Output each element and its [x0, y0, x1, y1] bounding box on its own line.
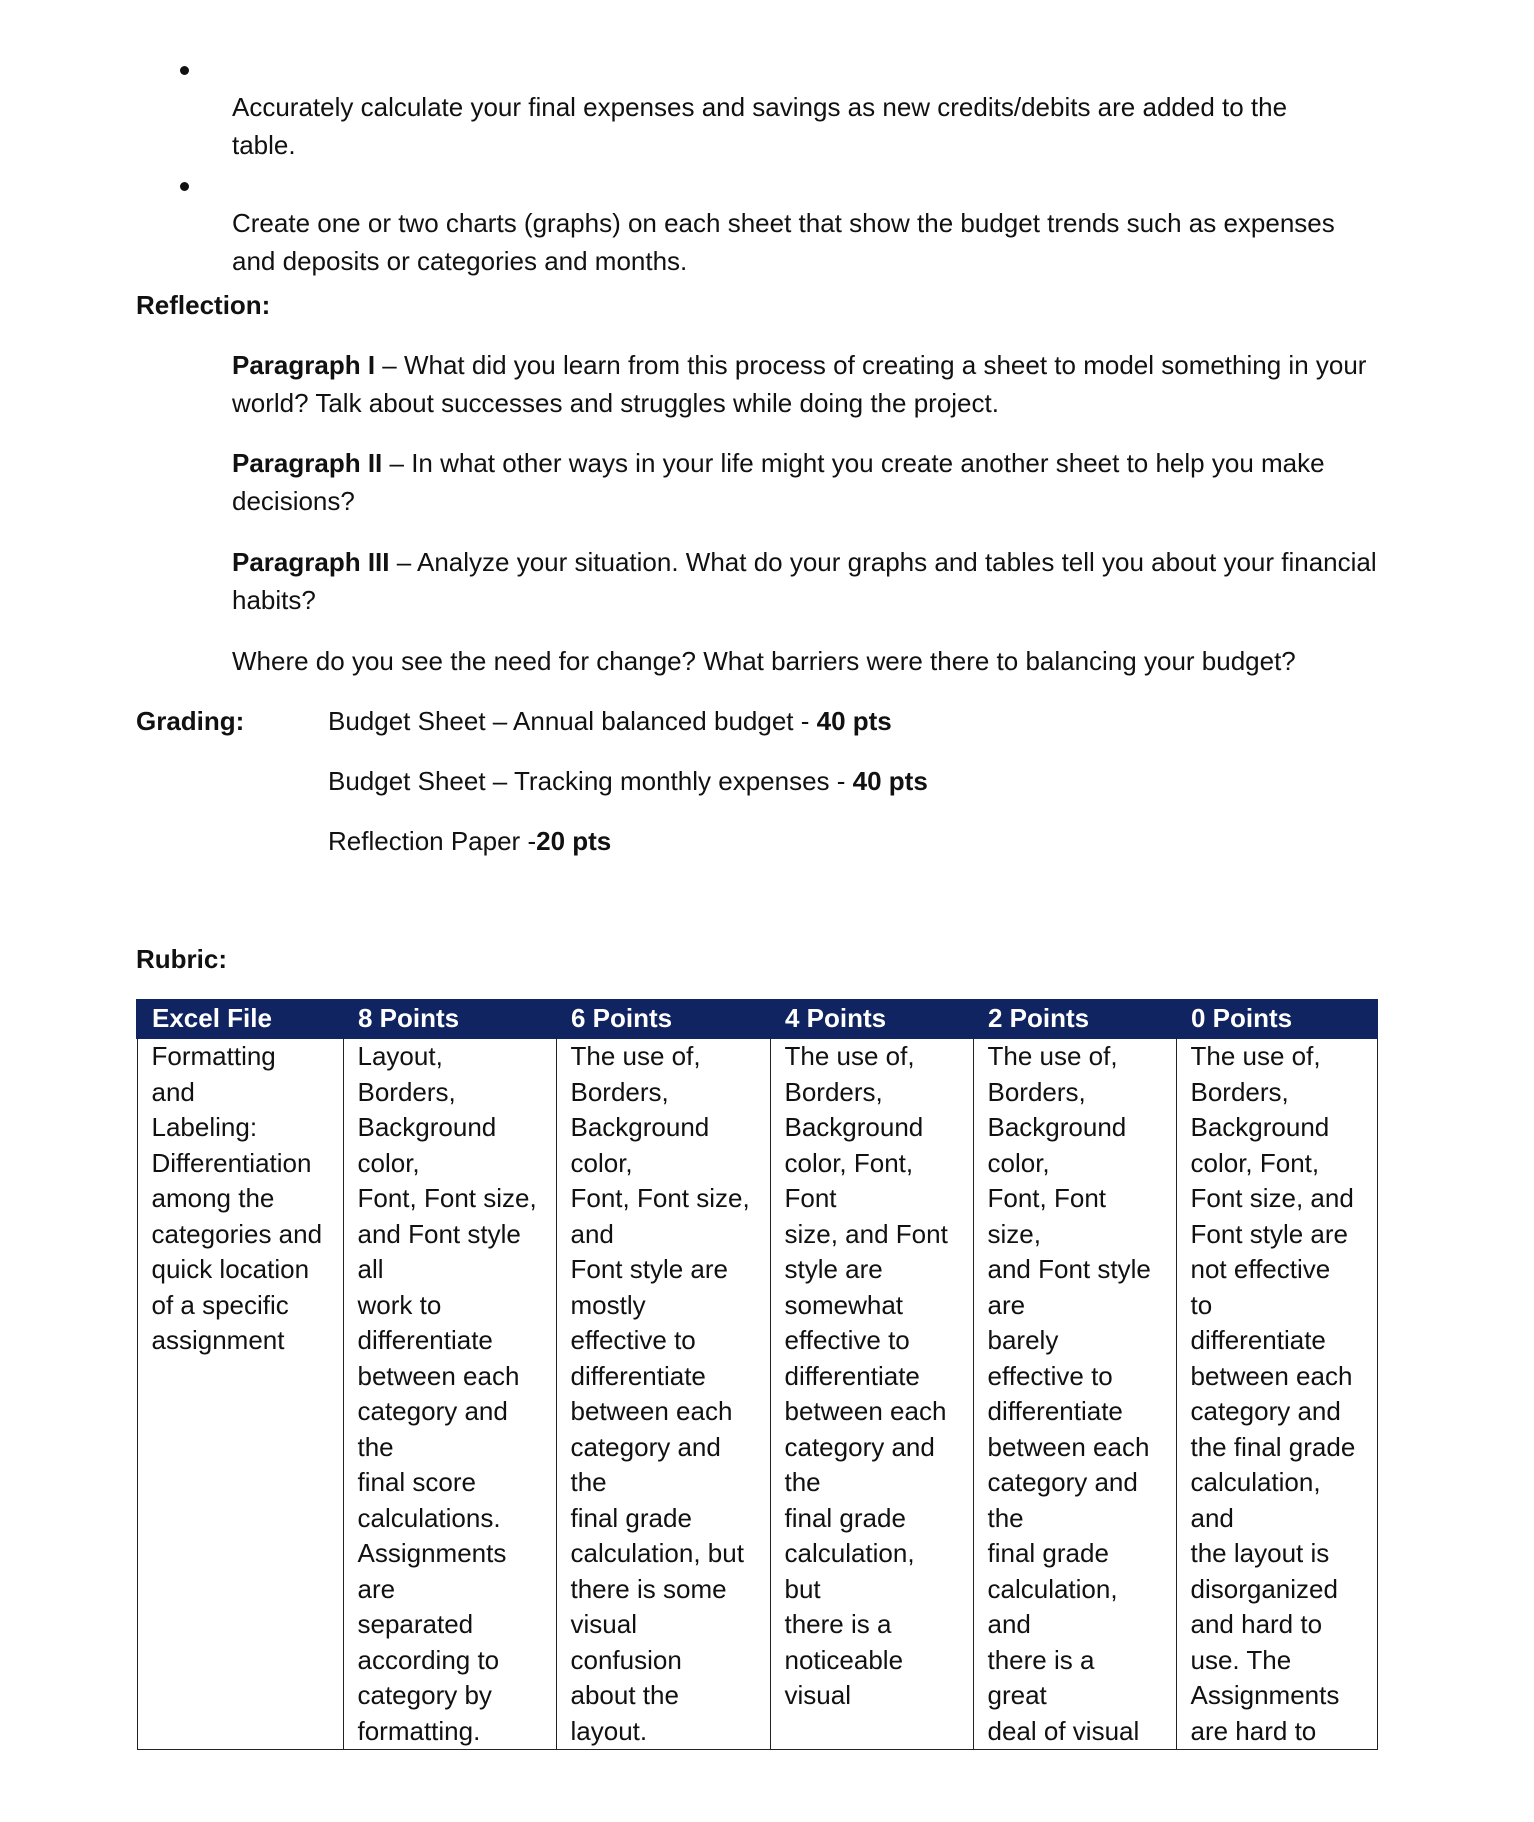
grading-item-points: 40 pts: [852, 766, 928, 796]
rubric-cell-2-points: The use of, Borders, Background color, Font, Font size, and Font style are barely effective to differentiate between each category and the final grade calculation, and there is a great deal of visual: [973, 1038, 1176, 1750]
grading-item: [328, 702, 892, 740]
bullet-item: [180, 166, 1380, 280]
grading-item-text: Budget Sheet – Annual balanced budget -: [328, 706, 817, 736]
grading-heading: Grading:: [136, 706, 245, 736]
reflection-paragraph-2: [232, 444, 1392, 520]
rubric-header-cell: 6 Points: [556, 1000, 770, 1038]
grading-item-text: Budget Sheet – Tracking monthly expenses -: [328, 766, 853, 796]
paragraph-label: Paragraph III: [232, 547, 390, 577]
grading-item: [328, 762, 928, 800]
rubric-cell-6-points: The use of, Borders, Background color, Font, Font size, and Font style are mostly effective to differentiate between each category and the final grade calculation, but there is some visual confusion about the layout.: [556, 1038, 770, 1750]
rubric-header-cell: Excel File: [137, 1000, 343, 1038]
reflection-paragraph-4: Where do you see the need for change? What barriers were there to balancing your budget?: [232, 646, 1296, 676]
grading-item-points: 20 pts: [536, 826, 612, 856]
bullet-icon: [180, 66, 189, 75]
paragraph-label: Paragraph I: [232, 350, 376, 380]
rubric-cell-criteria: Formatting and Labeling: Differentiation among the categories and quick location of a specific assignment: [137, 1038, 343, 1750]
reflection-paragraph-3: [232, 543, 1392, 619]
bullet-list: [180, 50, 1380, 282]
rubric-header-cell: 8 Points: [343, 1000, 556, 1038]
grading-item: [328, 822, 611, 860]
rubric-cell-8-points: Layout, Borders, Background color, Font, Font size, and Font style all work to differentiate between each category and the final score calculations. Assignments are separated according to category by formatting.: [343, 1038, 556, 1750]
rubric-header-cell: 0 Points: [1176, 1000, 1377, 1038]
bullet-item: [180, 50, 1380, 164]
paragraph-text: – Analyze your situation. What do your graphs and tables tell you about your financial habits?: [232, 547, 1377, 615]
bullet-icon: [180, 182, 189, 191]
rubric-table: [136, 999, 1378, 1750]
bullet-text: Create one or two charts (graphs) on each sheet that show the budget trends such as expenses and deposits or categories and months.: [232, 208, 1335, 276]
rubric-header-row: [137, 1000, 1377, 1038]
rubric-cell-4-points: The use of, Borders, Background color, Font, Font size, and Font style are somewhat effective to differentiate between each category and the final grade calculation, but there is a noticeable visual: [770, 1038, 973, 1750]
rubric-header-cell: 4 Points: [770, 1000, 973, 1038]
reflection-paragraph-1: [232, 346, 1392, 422]
reflection-heading: Reflection:: [136, 290, 271, 320]
grading-item-text: Reflection Paper -: [328, 826, 537, 856]
grading-item-points: 40 pts: [816, 706, 892, 736]
paragraph-label: Paragraph II: [232, 448, 383, 478]
rubric-cell-0-points: The use of, Borders, Background color, Font, Font size, and Font style are not effective to differentiate between each category and the final grade calculation, and the layout is disorganized and hard to use. The Assignments are hard to: [1176, 1038, 1377, 1750]
rubric-row: [137, 1038, 1377, 1750]
paragraph-text: – In what other ways in your life might you create another sheet to help you make decisions?: [232, 448, 1325, 516]
bullet-text: Accurately calculate your final expenses and savings as new credits/debits are added to the table.: [232, 92, 1288, 160]
paragraph-text: – What did you learn from this process of creating a sheet to model something in your world? Talk about successes and struggles while doing the project.: [232, 350, 1367, 418]
rubric-heading: Rubric:: [136, 944, 227, 974]
rubric-header-cell: 2 Points: [973, 1000, 1176, 1038]
